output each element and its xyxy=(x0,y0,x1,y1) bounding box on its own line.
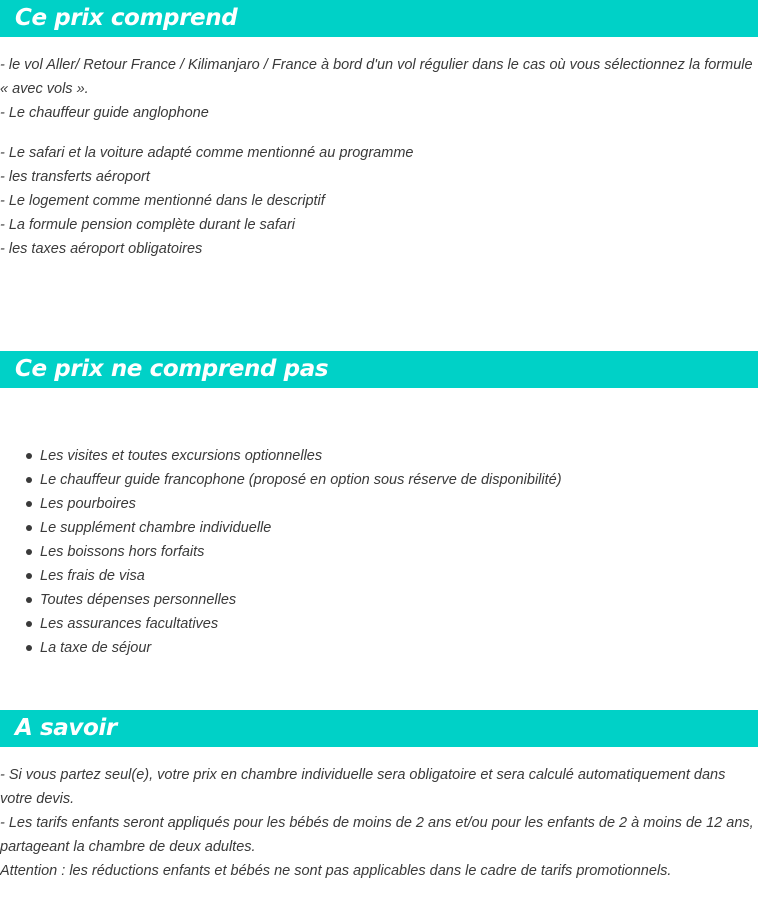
bullet-icon xyxy=(26,525,32,531)
bullet-icon xyxy=(26,453,32,459)
list-item-text: La taxe de séjour xyxy=(40,640,152,656)
included-line: - le vol Aller/ Retour France / Kilimanjaro / France à bord d'un vol régulier dans le cas où vous sélectionnez la formule « avec vols ». xyxy=(0,57,753,97)
to-know-line: Attention : les réductions enfants et bébés ne sont pas applicables dans le cadre de tarifs promotionnels. xyxy=(0,863,672,879)
list-item xyxy=(0,468,758,492)
included-list-group-1 xyxy=(0,53,758,125)
list-item xyxy=(0,564,758,588)
included-line: - les transferts aéroport xyxy=(0,169,150,185)
included-title: Ce prix comprend xyxy=(15,5,238,31)
not-included-banner xyxy=(0,351,758,388)
list-item-text: Les frais de visa xyxy=(40,568,145,584)
bullet-icon xyxy=(26,573,32,579)
included-banner xyxy=(0,0,758,37)
bullet-icon xyxy=(26,597,32,603)
list-item-text: Les assurances facultatives xyxy=(40,616,219,632)
included-list-group-2 xyxy=(0,141,758,261)
to-know-title: A savoir xyxy=(15,715,117,741)
included-line: - les taxes aéroport obligatoires xyxy=(0,241,203,257)
bullet-icon xyxy=(26,477,32,483)
included-line: - Le logement comme mentionné dans le descriptif xyxy=(0,193,325,209)
to-know-line: - Les tarifs enfants seront appliqués pour les bébés de moins de 2 ans et/ou pour les enfants de 2 à moins de 12 ans, partageant la chambre de deux adultes. xyxy=(0,815,754,855)
list-item xyxy=(0,612,758,636)
list-item-text: Les pourboires xyxy=(40,496,136,512)
list-item xyxy=(0,636,758,660)
bullet-icon xyxy=(26,549,32,555)
included-line: - La formule pension complète durant le safari xyxy=(0,217,295,233)
list-item xyxy=(0,492,758,516)
bullet-icon xyxy=(26,621,32,627)
list-item-text: Le supplément chambre individuelle xyxy=(40,520,272,536)
list-item xyxy=(0,588,758,612)
to-know-text xyxy=(0,763,758,883)
to-know-line: - Si vous partez seul(e), votre prix en chambre individuelle sera obligatoire et sera calculé automatiquement dans votre devis. xyxy=(0,767,726,807)
bullet-icon xyxy=(26,645,32,651)
not-included-title: Ce prix ne comprend pas xyxy=(15,356,329,382)
list-item xyxy=(0,540,758,564)
list-item-text: Le chauffeur guide francophone (proposé en option sous réserve de disponibilité) xyxy=(40,472,562,488)
list-item xyxy=(0,444,758,468)
list-item-text: Toutes dépenses personnelles xyxy=(40,592,237,608)
bullet-icon xyxy=(26,501,32,507)
not-included-list xyxy=(0,444,758,660)
included-line: - Le chauffeur guide anglophone xyxy=(0,105,209,121)
list-item-text: Les boissons hors forfaits xyxy=(40,544,205,560)
included-line: - Le safari et la voiture adapté comme mentionné au programme xyxy=(0,145,414,161)
list-item-text: Les visites et toutes excursions optionnelles xyxy=(40,448,323,464)
to-know-banner xyxy=(0,710,758,747)
list-item xyxy=(0,516,758,540)
